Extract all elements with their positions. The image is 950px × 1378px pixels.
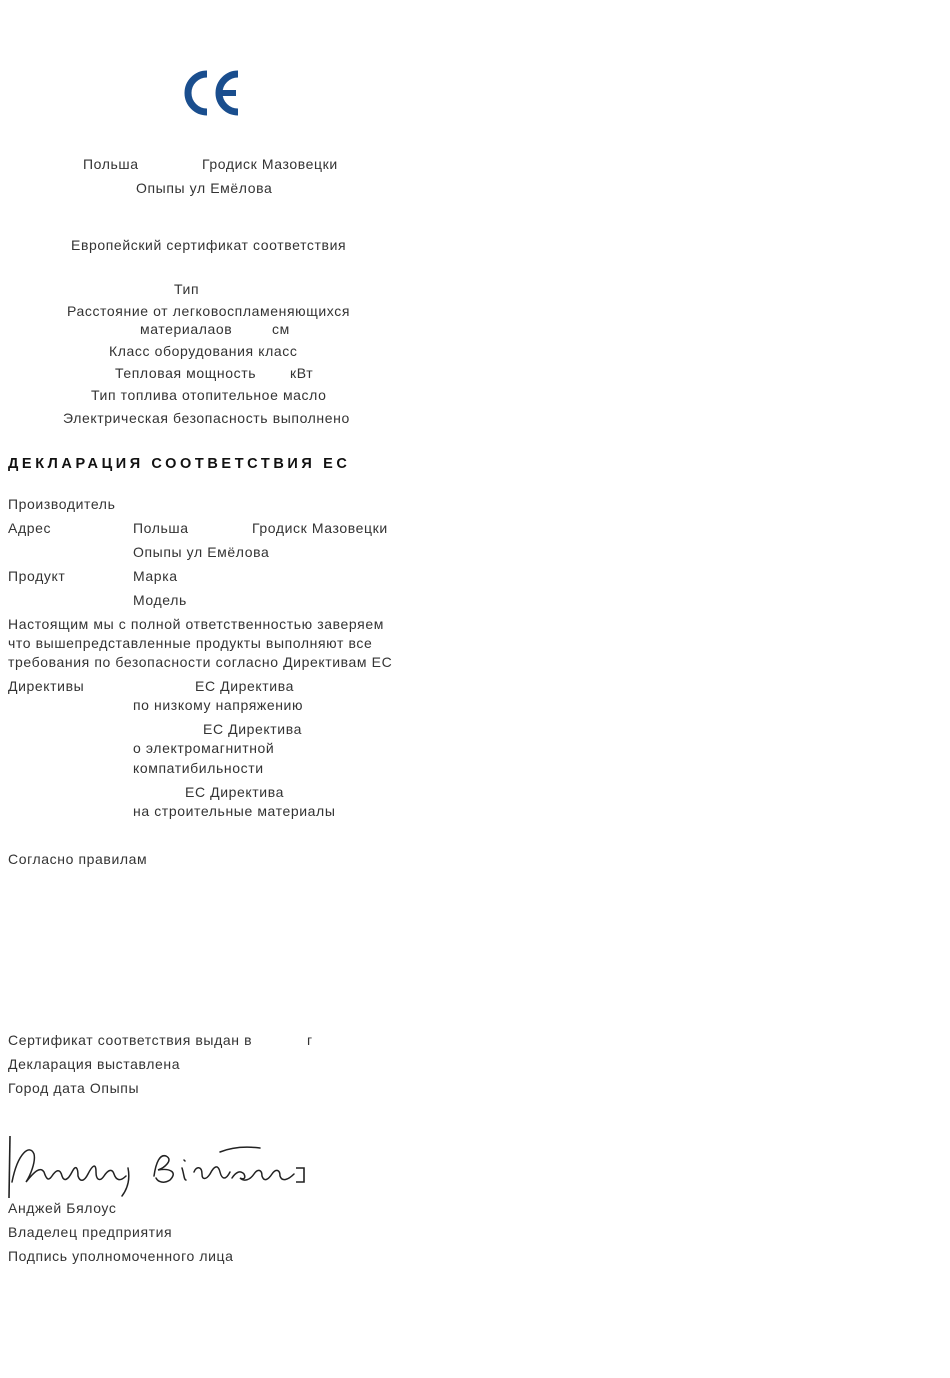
statement-line-1: Настоящим мы с полной ответственностью заверяем (8, 616, 384, 632)
header-country: Польша (83, 156, 139, 172)
declaration-issued-label: Декларация выставлена (8, 1056, 181, 1072)
header-city: Гродиск Мазовецки (202, 156, 338, 172)
type-label: Тип (174, 281, 200, 297)
header-street: Опыпы ул Емёлова (136, 180, 273, 196)
directive-1-title: ЕС Директива (195, 678, 294, 694)
certificate-title: Европейский сертификат соответствия (71, 237, 347, 253)
directives-label: Директивы (8, 678, 85, 694)
statement-line-3: требования по безопасности согласно Директивам ЕС (8, 654, 393, 670)
directive-2-description-line-2: компатибильности (133, 760, 264, 776)
equipment-class-label: Класс оборудования класс (109, 343, 298, 359)
directive-2-title: ЕС Директива (203, 721, 302, 737)
distance-label-line-2: материалаов (140, 321, 233, 337)
manufacturer-label: Производитель (8, 496, 116, 512)
rules-label: Согласно правилам (8, 851, 148, 867)
address-label: Адрес (8, 520, 52, 536)
directive-2-description-line-1: о электромагнитной (133, 740, 275, 756)
city-date-label: Город дата Опыпы (8, 1080, 140, 1096)
electrical-safety-label: Электрическая безопасность выполнено (63, 410, 350, 426)
signature-caption: Подпись уполномоченного лица (8, 1248, 234, 1264)
distance-unit: см (272, 321, 290, 337)
certificate-issued-label: Сертификат соответствия выдан в (8, 1032, 253, 1048)
thermal-power-label: Тепловая мощность (115, 365, 257, 381)
fuel-type-label: Тип топлива отопительное масло (91, 387, 327, 403)
declaration-heading: ДЕКЛАРАЦИЯ СООТВЕТСТВИЯ ЕС (8, 456, 351, 472)
directive-3-description: на строительные материалы (133, 803, 336, 819)
address-street: Опыпы ул Емёлова (133, 544, 270, 560)
model-label: Модель (133, 592, 187, 608)
address-country: Польша (133, 520, 189, 536)
signature-text: Andrzej Białous (4, 1132, 20, 1133)
directive-3-title: ЕС Директива (185, 784, 284, 800)
directive-1-description: по низкому напряжению (133, 697, 304, 713)
signer-role: Владелец предприятия (8, 1224, 173, 1240)
statement-line-2: что вышепредставленные продукты выполняют все (8, 635, 373, 651)
product-label: Продукт (8, 568, 66, 584)
thermal-power-unit: кВт (290, 365, 314, 381)
distance-label-line-1: Расстояние от легковоспламеняющихся (67, 303, 351, 319)
ce-mark-logo (178, 66, 244, 120)
address-city: Гродиск Мазовецки (252, 520, 388, 536)
handwritten-signature (4, 1132, 314, 1204)
signer-name: Анджей Бялоус (8, 1200, 117, 1216)
brand-label: Марка (133, 568, 178, 584)
year-suffix: г (307, 1032, 313, 1048)
